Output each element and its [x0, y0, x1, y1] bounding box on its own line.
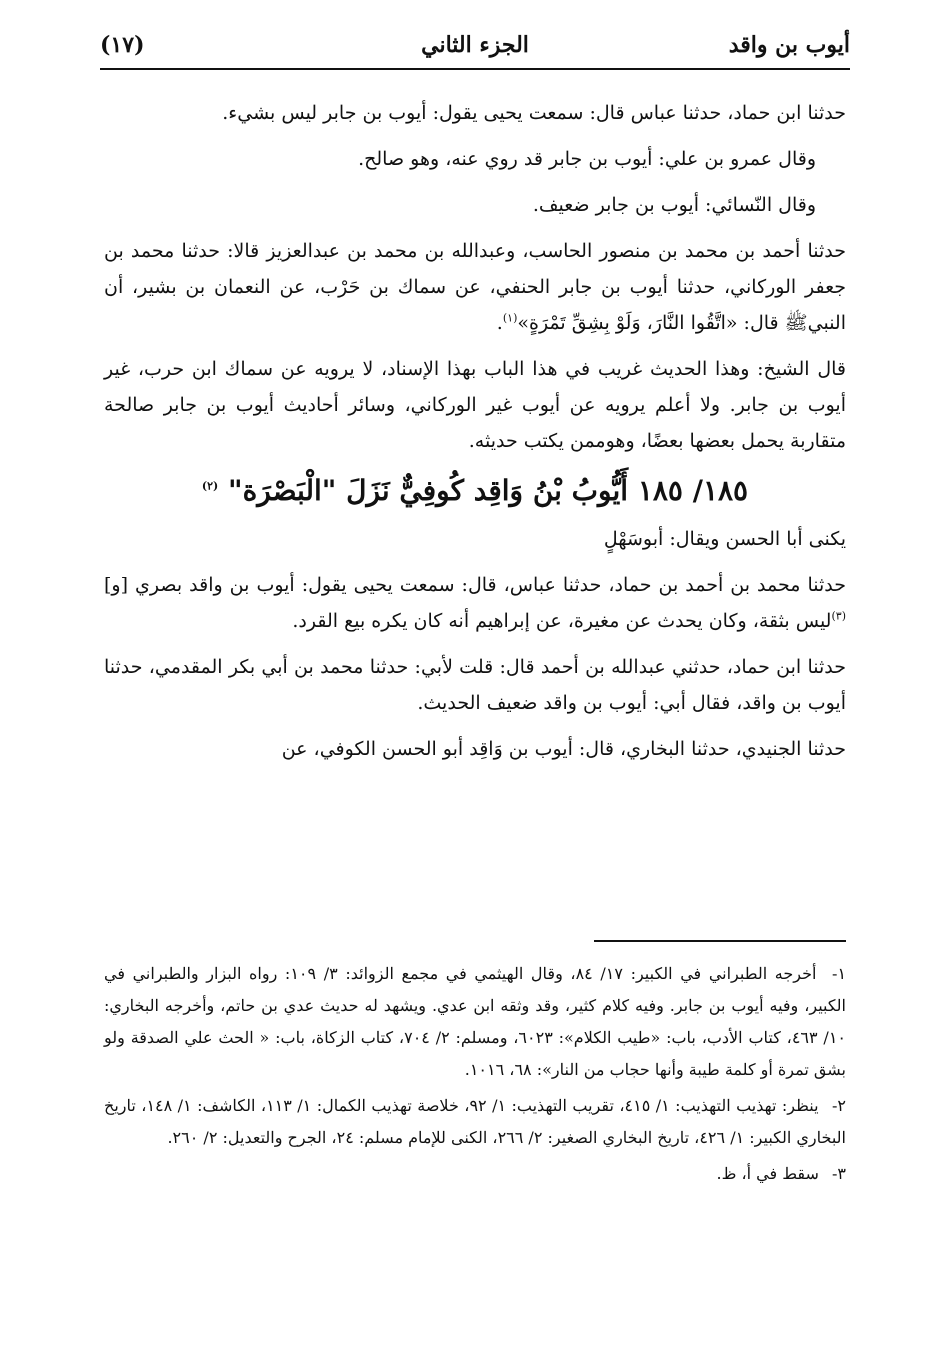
header-volume: الجزء الثاني: [421, 32, 529, 58]
paragraph-2: وقال عمرو بن علي: أيوب بن جابر قد روي عنه، وهو صالح.: [358, 148, 816, 170]
entry-title: [104, 469, 846, 513]
footnote-3-text: سقط في أ، ظ.: [716, 1164, 819, 1183]
footnote-ref-2: (٢): [201, 479, 219, 493]
paragraph-b1-text-a: حدثنا محمد بن أحمد بن حماد، حدثنا عباس، قال: سمعت يحيى يقول: أيوب بن واقد بصري [و]: [104, 574, 846, 596]
paragraph-b2: حدثنا ابن حماد، حدثني عبدالله بن أحمد قال: قلت لأبي: حدثنا محمد بن أبي بكر المقدمي، حدثنا أيوب بن واقد، فقال أبي: أيوب بن واقد ضعيف الحديث.: [104, 656, 846, 714]
paragraph-b1-text-b: ليس بثقة، وكان يحدث عن مغيرة، عن إبراهيم أنه كان يكره بيع القرد.: [292, 610, 832, 632]
footnote-3: [104, 1158, 846, 1190]
paragraph-4: [104, 233, 846, 341]
main-text: [104, 95, 846, 777]
shaykh-comment: قال الشيخ: وهذا الحديث غريب في هذا الباب بهذا الإسناد، لا يرويه عن سماك ابن حرب، غير أيوب بن جابر. ولا أعلم يرويه عن أيوب غير الوركاني، وسائر أحاديث أيوب بن جابر صالحة متقاربة يحمل بعضها بعضًا، وهوممن يكتب حديثه.: [104, 358, 846, 452]
page-header: [100, 28, 850, 70]
paragraph-b1: [104, 567, 846, 639]
footnote-2: [104, 1090, 846, 1154]
paragraph-1: حدثنا ابن حماد، حدثنا عباس قال: سمعت يحيى يقول: أيوب بن جابر ليس بشيء.: [222, 102, 846, 124]
footnote-1-number: ١-: [832, 964, 847, 983]
footnote-3-number: ٣-: [832, 1164, 846, 1183]
footnote-1-text: أخرجه الطبراني في الكبير: ١٧/ ٨٤، وقال الهيثمي في مجمع الزوائد: ٣/ ١٠٩: رواه البزار والطبراني في الكبير، وفيه أيوب بن جابر. وفيه كلام كثير، وقد وثقه ابن عدي. ويشهد له حديث عدي بن حاتم، وأخرجه البخاري: ١٠/ ٤٦٣، كتاب الأدب، باب: «طيب الكلام»: ٦٠٢٣، ومسلم: ٢/ ٧٠٤، كتاب الزكاة، باب: « الحث علي الصدقة ولو بشق تمرة أو كلمة طيبة وأنها حجاب من النار»: ٦٨، ١٠١٦.: [104, 964, 847, 1079]
header-page-number: (١٧): [100, 32, 145, 58]
footnote-2-number: ٢-: [831, 1096, 846, 1115]
header-entry-name: أيوب بن واقد: [728, 32, 850, 58]
footnote-2-text: ينظر: تهذيب التهذيب: ١/ ٤١٥، تقريب التهذيب: ١/ ٩٢، خلاصة تهذيب الكمال: ١/ ١١٣، الكاشف: ١/ ١٤٨، تاريخ البخاري الكبير: ١/ ٤٢٦، تاريخ البخاري الصغير: ٢/ ٢٦٦، الكنى للإمام مسلم: ٢٤، الجرح والتعديل: ٢/ ٢٦٠.: [104, 1096, 846, 1147]
paragraph-4-end: .: [496, 312, 503, 334]
footnote-separator: [594, 940, 846, 942]
footnote-1: [104, 958, 846, 1086]
paragraph-b3: حدثنا الجنيدي، حدثنا البخاري، قال: أيوب بن وَاقِد أبو الحسن الكوفي، عن: [281, 738, 846, 760]
entry-title-text: ١٨٥/ ١٨٥ أَيُّوبُ بْنُ وَاقِد كُوفِيٌّ نَزَلَ "الْبَصْرَة": [228, 474, 749, 507]
footnotes: [104, 958, 846, 1194]
footnote-ref-3: (٣): [831, 609, 846, 623]
kunya-line: يكنى أبا الحسن ويقال: أبوسَهْلٍ: [603, 528, 846, 550]
paragraph-4-text: حدثنا أحمد بن محمد بن منصور الحاسب، وعبدالله بن محمد بن عبدالعزيز قالا: حدثنا محمد بن جعفر الوركاني، حدثنا أيوب بن جابر الحنفي، عن سماك بن حَرْب، عن النعمان بن بشير، أن النبيﷺ قال: «اتَّقُوا النَّارَ، وَلَوْ بِشِقِّ تَمْرَةٍ»: [104, 240, 846, 334]
paragraph-3: وقال النّسائي: أيوب بن جابر ضعيف.: [532, 194, 816, 216]
footnote-ref-1: (١): [502, 311, 518, 325]
